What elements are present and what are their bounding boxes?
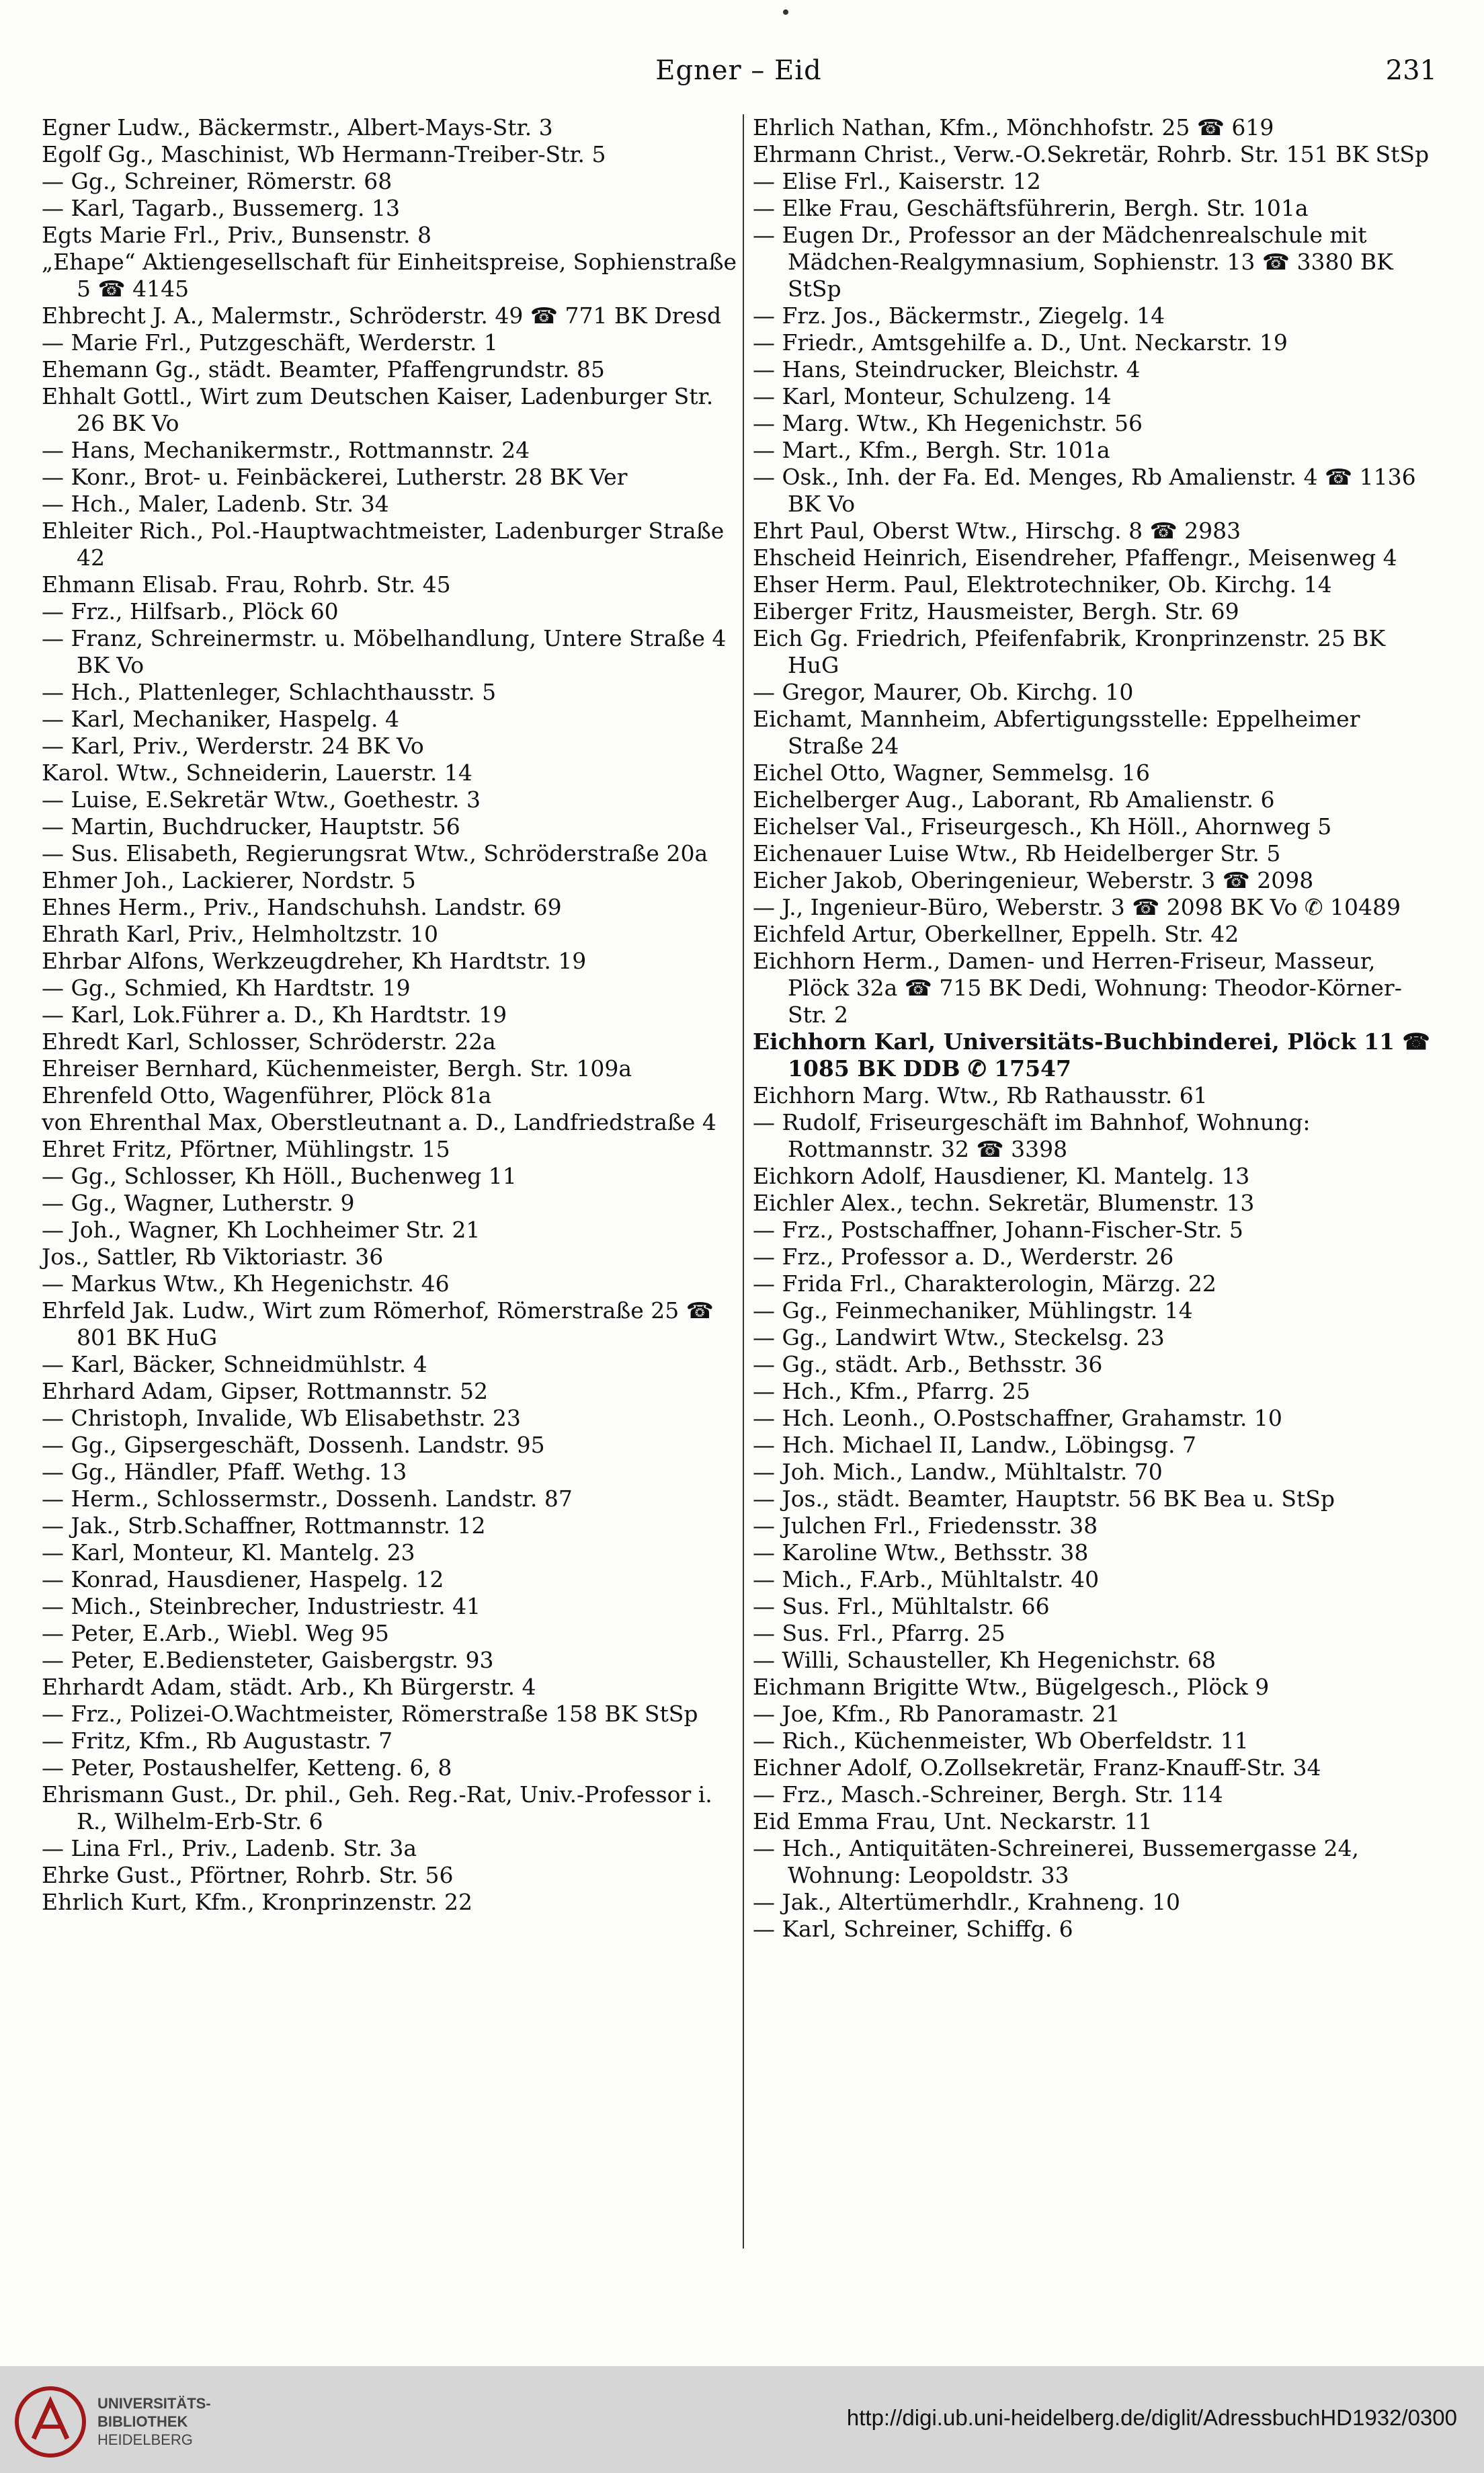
directory-entry: — Gg., Gipsergeschäft, Dossenh. Landstr. 95: [42, 1432, 545, 1458]
directory-entry: Ehret Fritz, Pförtner, Mühlingstr. 15: [42, 1136, 450, 1162]
directory-entry: Ehrt Paul, Oberst Wtw., Hirschg. 8 ☎ 2983: [753, 518, 1241, 544]
directory-entry: — Christoph, Invalide, Wb Elisabethstr. 23: [42, 1405, 521, 1431]
directory-entry: — Hch., Maler, Ladenb. Str. 34: [42, 491, 389, 517]
page-title: Egner – Eid: [655, 55, 822, 86]
directory-entry: — Karl, Mechaniker, Haspelg. 4: [42, 706, 400, 732]
directory-entry: — Frz., Polizei-O.Wachtmeister, Römerstraße 158 BK StSp: [42, 1701, 698, 1727]
directory-entry: Eichel Otto, Wagner, Semmelsg. 16: [753, 760, 1150, 786]
directory-entry: Ehreiser Bernhard, Küchenmeister, Bergh. Str. 109a: [42, 1055, 632, 1082]
directory-entry: Ehrlich Kurt, Kfm., Kronprinzenstr. 22: [42, 1889, 473, 1915]
directory-entry: — Gg., Schmied, Kh Hardtstr. 19: [42, 975, 411, 1001]
directory-entry: Eichelser Val., Friseurgesch., Kh Höll., Ahornweg 5: [753, 813, 1332, 840]
library-name-line1: UNIVERSITÄTS-: [97, 2395, 211, 2412]
directory-entry: — J., Ingenieur-Büro, Weberstr. 3 ☎ 2098 BK Vo ✆ 10489: [753, 894, 1401, 920]
directory-entry: — Friedr., Amtsgehilfe a. D., Unt. Neckarstr. 19: [753, 329, 1288, 356]
page-number: 231: [1385, 55, 1437, 86]
directory-entry: — Elke Frau, Geschäftsführerin, Bergh. Str. 101a: [753, 195, 1309, 221]
directory-entry: Eichfeld Artur, Oberkellner, Eppelh. Str. 42: [753, 921, 1239, 947]
directory-entry: Eicher Jakob, Oberingenieur, Weberstr. 3 ☎ 2098: [753, 867, 1314, 893]
directory-entry: — Rich., Küchenmeister, Wb Oberfeldstr. 11: [753, 1728, 1249, 1754]
directory-entry: — Julchen Frl., Friedensstr. 38: [753, 1512, 1098, 1539]
directory-entry: — Jak., Strb.Schaffner, Rottmannstr. 12: [42, 1512, 486, 1539]
directory-entry: — Peter, Postaushelfer, Ketteng. 6, 8: [42, 1754, 452, 1781]
directory-entry: — Karl, Lok.Führer a. D., Kh Hardtstr. 19: [42, 1002, 507, 1028]
directory-entry: — Gg., Landwirt Wtw., Steckelsg. 23: [753, 1324, 1165, 1350]
directory-entry: Ehrenfeld Otto, Wagenführer, Plöck 81a: [42, 1082, 492, 1108]
directory-entry: — Peter, E.Bediensteter, Gaisbergstr. 93: [42, 1647, 494, 1673]
directory-entry: — Hch. Leonh., O.Postschaffner, Grahamstr. 10: [753, 1405, 1282, 1431]
directory-entry: — Osk., Inh. der Fa. Ed. Menges, Rb Amalienstr. 4 ☎ 1136 BK Vo: [753, 464, 1416, 517]
directory-entry: — Hch. Michael II, Landw., Löbingsg. 7: [753, 1432, 1196, 1458]
directory-entry: Karol. Wtw., Schneiderin, Lauerstr. 14: [42, 760, 472, 786]
directory-entry: — Sus. Frl., Pfarrg. 25: [753, 1620, 1005, 1646]
directory-entry: Eichler Alex., techn. Sekretär, Blumenstr. 13: [753, 1190, 1255, 1216]
directory-entry: — Mich., Steinbrecher, Industriestr. 41: [42, 1593, 481, 1619]
directory-entry: — Joh. Mich., Landw., Mühltalstr. 70: [753, 1459, 1163, 1485]
directory-entry: — Konr., Brot- u. Feinbäckerei, Lutherstr. 28 BK Ver: [42, 464, 628, 490]
directory-entry: — Frz. Jos., Bäckermstr., Ziegelg. 14: [753, 302, 1165, 329]
directory-entry: — Frz., Postschaffner, Johann-Fischer-Str. 5: [753, 1217, 1243, 1243]
directory-entry: — Willi, Schausteller, Kh Hegenichstr. 68: [753, 1647, 1217, 1673]
page-dot-mark: [783, 9, 788, 15]
directory-entry: Ehser Herm. Paul, Elektrotechniker, Ob. Kirchg. 14: [753, 571, 1332, 598]
directory-entry: — Luise, E.Sekretär Wtw., Goethestr. 3: [42, 786, 481, 813]
directory-entry: Eid Emma Frau, Unt. Neckarstr. 11: [753, 1808, 1153, 1834]
directory-entry: — Jos., städt. Beamter, Hauptstr. 56 BK Bea u. StSp: [753, 1486, 1335, 1512]
library-name: [97, 2394, 211, 2449]
directory-entry: — Peter, E.Arb., Wiebl. Weg 95: [42, 1620, 389, 1646]
directory-entry: „Ehape“ Aktiengesellschaft für Einheitspreise, Sophienstraße 5 ☎ 4145: [42, 249, 737, 302]
directory-entry: Eiberger Fritz, Hausmeister, Bergh. Str. 69: [753, 598, 1239, 624]
directory-entry: Egts Marie Frl., Priv., Bunsenstr. 8: [42, 222, 431, 248]
directory-entry: Ehrke Gust., Pförtner, Rohrb. Str. 56: [42, 1862, 454, 1888]
directory-entry: — Gg., städt. Arb., Bethsstr. 36: [753, 1351, 1103, 1377]
directory-entry: — Frida Frl., Charakterologin, Märzg. 22: [753, 1270, 1217, 1297]
left-column: [42, 114, 741, 1916]
directory-entry: Eichhorn Marg. Wtw., Rb Rathausstr. 61: [753, 1082, 1208, 1108]
directory-entry: — Lina Frl., Priv., Ladenb. Str. 3a: [42, 1835, 417, 1861]
directory-entry: Ehrhard Adam, Gipser, Rottmannstr. 52: [42, 1378, 488, 1404]
directory-entry: — Gregor, Maurer, Ob. Kirchg. 10: [753, 679, 1134, 705]
directory-entry: — Martin, Buchdrucker, Hauptstr. 56: [42, 813, 460, 840]
directory-entry: Ehscheid Heinrich, Eisendreher, Pfaffengr., Meisenweg 4: [753, 544, 1397, 571]
directory-entry: — Fritz, Kfm., Rb Augustastr. 7: [42, 1728, 393, 1754]
directory-entry: — Karoline Wtw., Bethsstr. 38: [753, 1539, 1089, 1566]
directory-entry: — Franz, Schreinermstr. u. Möbelhandlung, Untere Straße 4 BK Vo: [42, 625, 727, 678]
directory-entry: Ehleiter Rich., Pol.-Hauptwachtmeister, Ladenburger Straße 42: [42, 518, 725, 571]
directory-entry: von Ehrenthal Max, Oberstleutnant a. D., Landfriedstraße 4: [42, 1109, 716, 1135]
directory-entry: Ehmer Joh., Lackierer, Nordstr. 5: [42, 867, 416, 893]
directory-entry: Ehmann Elisab. Frau, Rohrb. Str. 45: [42, 571, 451, 598]
directory-entry: — Jak., Altertümerhdlr., Krahneng. 10: [753, 1889, 1180, 1915]
directory-entry: Eichamt, Mannheim, Abfertigungsstelle: Eppelheimer Straße 24: [753, 706, 1360, 759]
directory-entry: Egner Ludw., Bäckermstr., Albert-Mays-Str. 3: [42, 114, 553, 140]
directory-entry: — Joe, Kfm., Rb Panoramastr. 21: [753, 1701, 1120, 1727]
directory-entry: Ehrlich Nathan, Kfm., Mönchhofstr. 25 ☎ 619: [753, 114, 1274, 140]
directory-entry: — Gg., Händler, Pfaff. Wethg. 13: [42, 1459, 407, 1485]
directory-entry: Ehredt Karl, Schlosser, Schröderstr. 22a: [42, 1028, 496, 1055]
directory-entry: — Rudolf, Friseurgeschäft im Bahnhof, Wohnung: Rottmannstr. 32 ☎ 3398: [753, 1109, 1311, 1162]
directory-entry: Eichkorn Adolf, Hausdiener, Kl. Mantelg. 13: [753, 1163, 1250, 1189]
library-name-line2: BIBLIOTHEK: [97, 2413, 188, 2430]
right-column: [753, 114, 1432, 1943]
directory-entry: — Frz., Professor a. D., Werderstr. 26: [753, 1244, 1174, 1270]
directory-entry: — Frz., Masch.-Schreiner, Bergh. Str. 114: [753, 1781, 1223, 1808]
directory-entry: Ehrbar Alfons, Werkzeugdreher, Kh Hardtstr. 19: [42, 948, 587, 974]
directory-entry: Ehhalt Gottl., Wirt zum Deutschen Kaiser, Ladenburger Str. 26 BK Vo: [42, 383, 714, 436]
directory-entry: — Herm., Schlossermstr., Dossenh. Landstr. 87: [42, 1486, 573, 1512]
directory-entry: Ehnes Herm., Priv., Handschuhsh. Landstr. 69: [42, 894, 562, 920]
directory-entry: — Gg., Schlosser, Kh Höll., Buchenweg 11: [42, 1163, 517, 1189]
directory-entry: — Mich., F.Arb., Mühltalstr. 40: [753, 1566, 1100, 1592]
footer-bar: [0, 2366, 1484, 2473]
source-url-link[interactable]: http://digi.ub.uni-heidelberg.de/diglit/AdressbuchHD1932/0300: [846, 2405, 1457, 2430]
directory-entry: — Sus. Elisabeth, Regierungsrat Wtw., Schröderstraße 20a: [42, 840, 708, 866]
directory-entry: — Karl, Monteur, Schulzeng. 14: [753, 383, 1112, 409]
directory-entry: Eichner Adolf, O.Zollsekretär, Franz-Knauff-Str. 34: [753, 1754, 1321, 1781]
directory-entry: — Karl, Tagarb., Bussemerg. 13: [42, 195, 401, 221]
directory-entry: Jos., Sattler, Rb Viktoriastr. 36: [42, 1244, 384, 1270]
directory-entry: — Karl, Bäcker, Schneidmühlstr. 4: [42, 1351, 427, 1377]
directory-entry: — Hch., Kfm., Pfarrg. 25: [753, 1378, 1030, 1404]
directory-entry: Eichmann Brigitte Wtw., Bügelgesch., Plöck 9: [753, 1674, 1270, 1700]
directory-entry: — Joh., Wagner, Kh Lochheimer Str. 21: [42, 1217, 481, 1243]
directory-entry: — Mart., Kfm., Bergh. Str. 101a: [753, 437, 1110, 463]
directory-entry: — Hans, Steindrucker, Bleichstr. 4: [753, 356, 1141, 382]
directory-entry: Egolf Gg., Maschinist, Wb Hermann-Treiber-Str. 5: [42, 141, 606, 167]
directory-entry: Eich Gg. Friedrich, Pfeifenfabrik, Kronprinzenstr. 25 BK HuG: [753, 625, 1386, 678]
directory-entry: — Gg., Schreiner, Römerstr. 68: [42, 168, 393, 194]
library-name-line3: HEIDELBERG: [97, 2431, 193, 2448]
directory-entry: Ehrhardt Adam, städt. Arb., Kh Bürgerstr. 4: [42, 1674, 536, 1700]
column-divider: [743, 114, 744, 2248]
directory-entry: Eichenauer Luise Wtw., Rb Heidelberger Str. 5: [753, 840, 1281, 866]
directory-entry: Ehrmann Christ., Verw.-O.Sekretär, Rohrb. Str. 151 BK StSp: [753, 141, 1430, 167]
directory-entry: — Eugen Dr., Professor an der Mädchenrealschule mit Mädchen-Realgymnasium, Sophienstr. 13 ☎ 3380 BK StSp: [753, 222, 1393, 302]
directory-entry: — Marg. Wtw., Kh Hegenichstr. 56: [753, 410, 1143, 436]
directory-entry: — Frz., Hilfsarb., Plöck 60: [42, 598, 339, 624]
directory-entry: Ehrfeld Jak. Ludw., Wirt zum Römerhof, Römerstraße 25 ☎ 801 BK HuG: [42, 1297, 714, 1350]
directory-entry: Ehemann Gg., städt. Beamter, Pfaffengrundstr. 85: [42, 356, 605, 382]
directory-entry: Ehrismann Gust., Dr. phil., Geh. Reg.-Rat, Univ.-Professor i. R., Wilhelm-Erb-Str. 6: [42, 1781, 712, 1834]
directory-entry: Ehbrecht J. A., Malermstr., Schröderstr. 49 ☎ 771 BK Dresd: [42, 302, 722, 329]
directory-entry: — Hch., Antiquitäten-Schreinerei, Bussemergasse 24, Wohnung: Leopoldstr. 33: [753, 1835, 1359, 1888]
directory-entry: — Karl, Priv., Werderstr. 24 BK Vo: [42, 733, 424, 759]
directory-entry: — Gg., Feinmechaniker, Mühlingstr. 14: [753, 1297, 1193, 1324]
running-header: [40, 55, 1437, 95]
directory-entry: — Konrad, Hausdiener, Haspelg. 12: [42, 1566, 444, 1592]
directory-entry: — Markus Wtw., Kh Hegenichstr. 46: [42, 1270, 450, 1297]
directory-entry: Eichhorn Karl, Universitäts-Buchbinderei, Plöck 11 ☎ 1085 BK DDB ✆ 17547: [753, 1028, 1430, 1082]
library-seal-icon: [13, 2385, 87, 2459]
directory-entry: — Marie Frl., Putzgeschäft, Werderstr. 1: [42, 329, 498, 356]
directory-entry: — Hch., Plattenleger, Schlachthausstr. 5: [42, 679, 497, 705]
directory-entry: Ehrath Karl, Priv., Helmholtzstr. 10: [42, 921, 438, 947]
directory-entry: — Hans, Mechanikermstr., Rottmannstr. 24: [42, 437, 530, 463]
directory-entry: — Gg., Wagner, Lutherstr. 9: [42, 1190, 355, 1216]
directory-entry: Eichhorn Herm., Damen- und Herren-Friseur, Masseur, Plöck 32a ☎ 715 BK Dedi, Wohnung: Theodor-Körner-Str. 2: [753, 948, 1402, 1028]
library-logo[interactable]: [13, 2380, 215, 2460]
directory-entry: — Elise Frl., Kaiserstr. 12: [753, 168, 1041, 194]
directory-entry: — Karl, Monteur, Kl. Mantelg. 23: [42, 1539, 415, 1566]
directory-entry: Eichelberger Aug., Laborant, Rb Amalienstr. 6: [753, 786, 1275, 813]
directory-entry: — Karl, Schreiner, Schiffg. 6: [753, 1916, 1073, 1942]
directory-entry: — Sus. Frl., Mühltalstr. 66: [753, 1593, 1050, 1619]
